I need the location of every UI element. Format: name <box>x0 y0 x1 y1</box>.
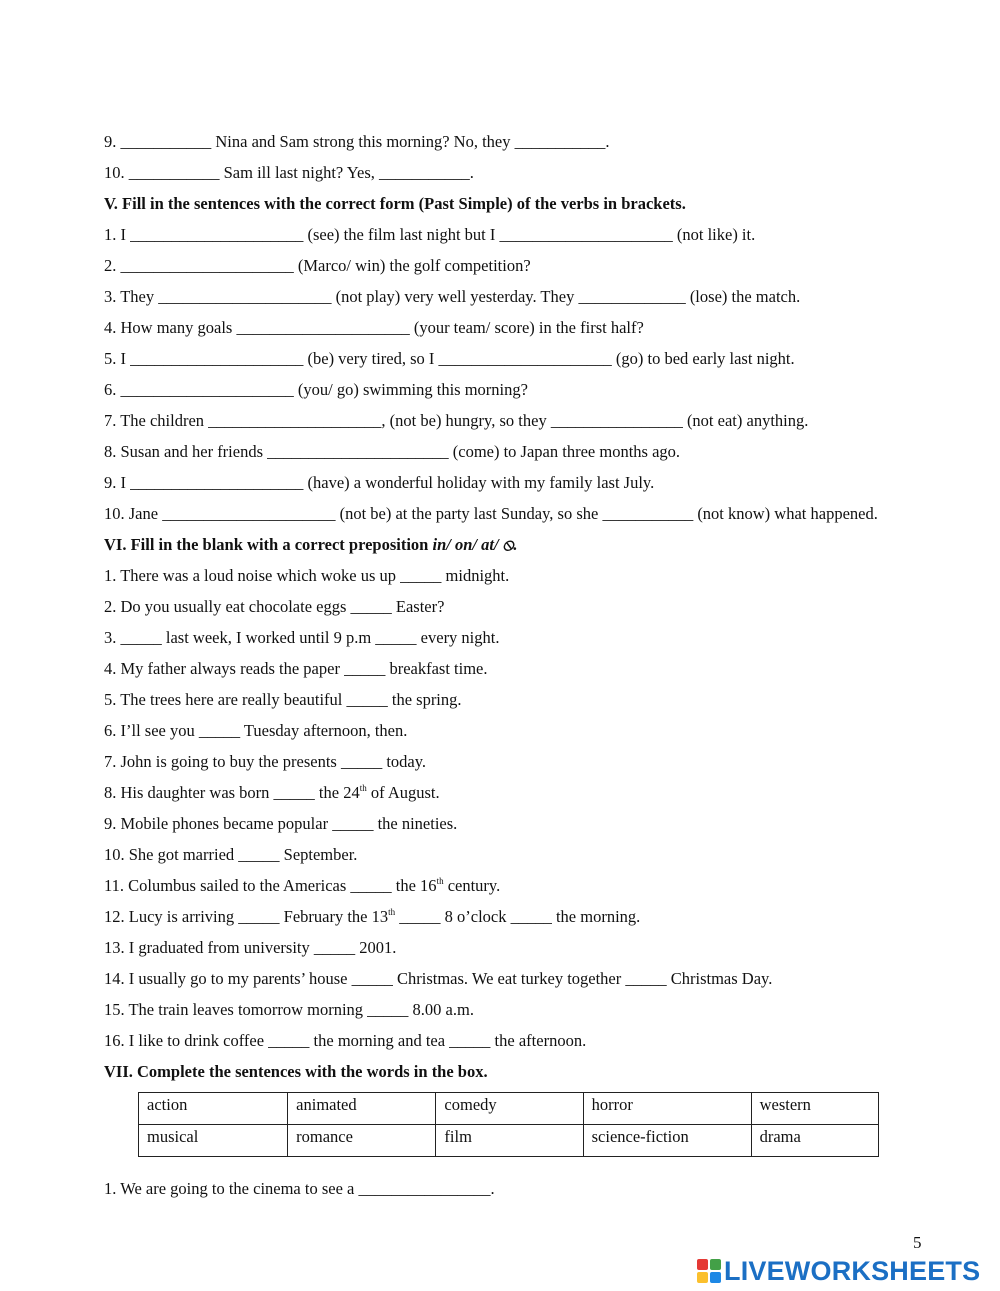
exercise-item: 9. ___________ Nina and Sam strong this morning? No, they ___________. <box>104 132 610 151</box>
ordinal-suffix: th <box>359 782 367 793</box>
section-7-heading: VII. Complete the sentences with the words in the box. <box>104 1062 488 1081</box>
exercise-item: 10. She got married _____ September. <box>104 845 358 864</box>
exercise-item: 6. _____________________ (you/ go) swimming this morning? <box>104 380 528 399</box>
exercise-item <box>104 901 926 932</box>
item-text: 8. His daughter was born _____ the 24 <box>104 783 360 802</box>
exercise-item: 3. They _____________________ (not play) very well yesterday. They _____________ (lose) the match. <box>104 287 801 306</box>
exercise-item: 7. The children _____________________, (not be) hungry, so they ________________ (not eat) anything. <box>104 411 809 430</box>
word-cell: romance <box>288 1125 436 1157</box>
exercise-item: 9. Mobile phones became popular _____ the nineties. <box>104 814 458 833</box>
exercise-item: 10. Jane _____________________ (not be) at the party last Sunday, so she ___________ (not know) what happened. <box>104 504 878 523</box>
liveworksheets-logo[interactable] <box>697 1255 981 1286</box>
exercise-item: 1. I _____________________ (see) the film last night but I _____________________ (not like) it. <box>104 225 756 244</box>
item-text: 11. Columbus sailed to the Americas _____ the 16 <box>104 876 437 895</box>
exercise-item: 1. There was a loud noise which woke us up _____ midnight. <box>104 566 510 585</box>
section-6-heading-options: in/ on/ at/ ⦸. <box>432 535 518 554</box>
logo-square <box>697 1272 708 1283</box>
exercise-item: 14. I usually go to my parents’ house _____ Christmas. We eat turkey together _____ Christmas Day. <box>104 969 773 988</box>
exercise-item: 15. The train leaves tomorrow morning _____ 8.00 a.m. <box>104 1000 474 1019</box>
ordinal-suffix: th <box>436 875 444 886</box>
logo-text: LIVEWORKSHEETS <box>724 1255 981 1286</box>
word-cell: horror <box>583 1093 751 1125</box>
section-6-heading-text: VI. Fill in the blank with a correct preposition <box>104 535 433 554</box>
exercise-item: 10. ___________ Sam ill last night? Yes, ___________. <box>104 163 474 182</box>
exercise-item <box>104 777 926 808</box>
item-text: _____ 8 o’clock _____ the morning. <box>395 907 641 926</box>
word-box-table <box>138 1092 879 1157</box>
word-cell: animated <box>288 1093 436 1125</box>
section-5-heading: V. Fill in the sentences with the correct form (Past Simple) of the verbs in brackets. <box>104 194 686 213</box>
exercise-item: 2. Do you usually eat chocolate eggs _____ Easter? <box>104 597 445 616</box>
word-cell: drama <box>751 1125 878 1157</box>
section-6-heading <box>104 529 926 560</box>
worksheet-page <box>104 126 926 1204</box>
table-row <box>139 1125 879 1157</box>
exercise-item: 4. My father always reads the paper _____ breakfast time. <box>104 659 488 678</box>
exercise-item <box>104 870 926 901</box>
logo-square <box>710 1259 721 1270</box>
exercise-item: 1. We are going to the cinema to see a ________________. <box>104 1179 495 1198</box>
item-text: of August. <box>366 783 440 802</box>
word-cell: western <box>751 1093 878 1125</box>
word-cell: comedy <box>436 1093 583 1125</box>
exercise-item: 8. Susan and her friends ______________________ (come) to Japan three months ago. <box>104 442 681 461</box>
exercise-item: 7. John is going to buy the presents _____ today. <box>104 752 427 771</box>
item-text: century. <box>443 876 501 895</box>
logo-square <box>710 1272 721 1283</box>
exercise-item: 16. I like to drink coffee _____ the morning and tea _____ the afternoon. <box>104 1031 587 1050</box>
exercise-item: 5. I _____________________ (be) very tired, so I _____________________ (go) to bed early last night. <box>104 349 795 368</box>
exercise-item: 9. I _____________________ (have) a wonderful holiday with my family last July. <box>104 473 655 492</box>
exercise-item: 6. I’ll see you _____ Tuesday afternoon, then. <box>104 721 408 740</box>
item-text: 12. Lucy is arriving _____ February the 13 <box>104 907 389 926</box>
word-cell: musical <box>139 1125 288 1157</box>
page-number: 5 <box>913 1233 922 1252</box>
exercise-item: 2. _____________________ (Marco/ win) the golf competition? <box>104 256 531 275</box>
word-box <box>138 1092 926 1157</box>
exercise-item: 3. _____ last week, I worked until 9 p.m _____ every night. <box>104 628 500 647</box>
word-cell: science-fiction <box>583 1125 751 1157</box>
ordinal-suffix: th <box>388 906 396 917</box>
logo-square <box>697 1259 708 1270</box>
table-row <box>139 1093 879 1125</box>
word-cell: film <box>436 1125 583 1157</box>
exercise-item: 5. The trees here are really beautiful _____ the spring. <box>104 690 462 709</box>
word-cell: action <box>139 1093 288 1125</box>
liveworksheets-icon <box>697 1259 721 1283</box>
exercise-item: 4. How many goals _____________________ (your team/ score) in the first half? <box>104 318 644 337</box>
exercise-item: 13. I graduated from university _____ 2001. <box>104 938 397 957</box>
